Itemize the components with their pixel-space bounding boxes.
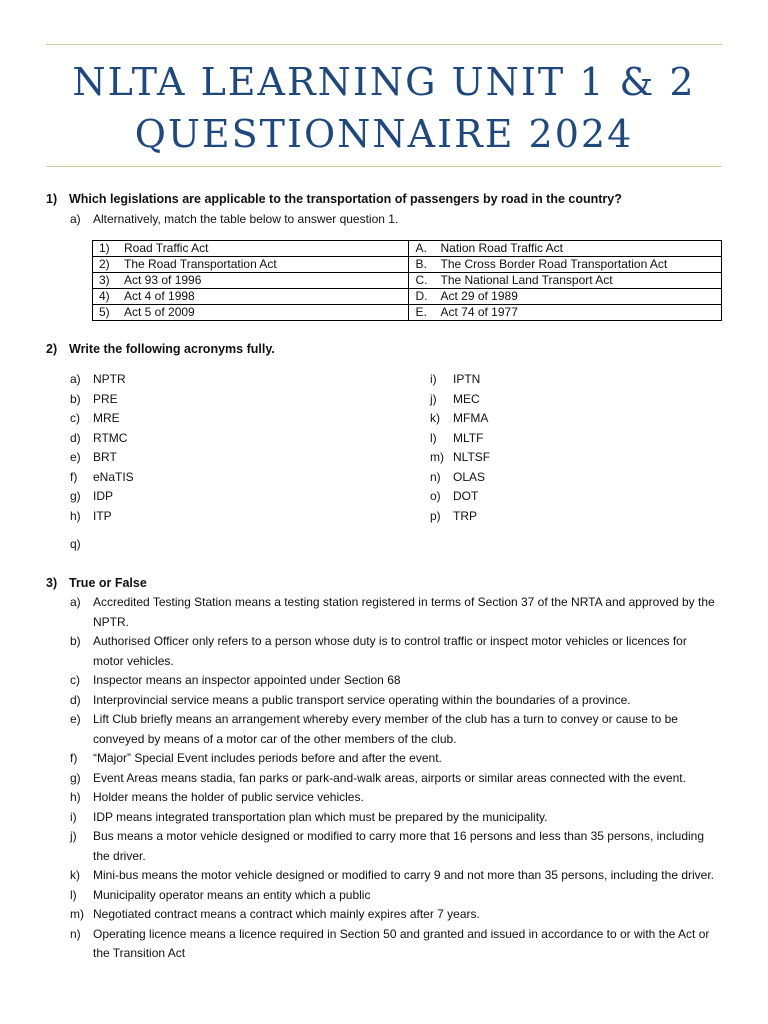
- right-cell: [409, 257, 722, 273]
- acronym-item: [70, 411, 120, 425]
- cell-number: 2): [99, 257, 110, 271]
- acronym-item: [70, 509, 112, 523]
- statement-text: IDP means integrated transportation plan which must be prepared by the municipality.: [93, 809, 548, 824]
- statement-text: “Major” Special Event includes periods before and after the event.: [93, 751, 442, 765]
- left-cell: [93, 257, 409, 273]
- cell-text: Act 93 of 1996: [124, 273, 202, 287]
- acronym-item: [430, 372, 480, 386]
- acronym-text: NPTR: [93, 372, 126, 386]
- acronym-text: IPTN: [453, 372, 481, 386]
- acronym-item: [70, 372, 126, 386]
- question-text: Write the following acronyms fully.: [69, 342, 275, 356]
- table-row: [93, 305, 722, 321]
- left-cell: [93, 289, 409, 305]
- list-item: [70, 905, 720, 925]
- title-line-1: NLTA LEARNING UNIT 1 & 2: [72, 60, 696, 104]
- item-letter: a): [70, 595, 81, 609]
- acronym-item: [70, 431, 127, 445]
- acronym-text: MFMA: [453, 411, 489, 425]
- acronym-item: [70, 450, 117, 464]
- statement-text: Holder means the holder of public service vehicles.: [93, 790, 364, 804]
- item-letter: c): [70, 411, 80, 425]
- item-letter: e): [70, 712, 81, 726]
- cell-text: Act 29 of 1989: [440, 289, 518, 303]
- page-title: [46, 56, 722, 160]
- cell-text: Act 4 of 1998: [124, 289, 195, 303]
- item-letter: g): [70, 770, 81, 785]
- item-letter: j): [70, 829, 77, 843]
- acronym-item-q: [70, 537, 93, 551]
- left-cell: [93, 305, 409, 321]
- list-item: [70, 691, 720, 711]
- left-cell: [93, 273, 409, 289]
- statement-text: Negotiated contract means a contract which mainly expires after 7 years.: [93, 907, 480, 921]
- statement-text: Municipality operator means an entity which a public: [93, 887, 371, 902]
- item-letter: k): [430, 411, 440, 425]
- item-letter: o): [430, 489, 441, 503]
- question-text: Which legislations are applicable to the transportation of passengers by road in the country?: [69, 192, 622, 206]
- item-letter: c): [70, 673, 80, 687]
- question-1-sub-a: [70, 210, 720, 230]
- list-item: [70, 671, 720, 691]
- cell-text: The Cross Border Road Transportation Act: [440, 257, 668, 271]
- cell-text: Act 74 of 1977: [440, 305, 518, 319]
- question-1: [46, 192, 622, 206]
- statement-text: Inspector means an inspector appointed under Section 68: [93, 673, 401, 687]
- right-cell: [409, 241, 722, 257]
- matching-table: [92, 240, 722, 321]
- acronym-text: IDP: [93, 489, 114, 503]
- item-letter: l): [70, 887, 77, 902]
- list-item: [70, 769, 720, 789]
- table-row: [93, 257, 722, 273]
- item-letter: j): [430, 391, 437, 406]
- item-letter: h): [70, 790, 81, 804]
- item-letter: h): [70, 508, 81, 523]
- item-letter: f): [70, 751, 78, 765]
- list-item: [70, 827, 720, 866]
- question-3: [46, 576, 147, 590]
- list-item: [70, 593, 720, 632]
- item-letter: b): [70, 391, 81, 406]
- acronym-text: NLTSF: [453, 450, 491, 464]
- item-letter: n): [430, 469, 441, 484]
- acronym-item: [430, 489, 478, 503]
- cell-number: 5): [99, 305, 110, 319]
- left-cell: [93, 241, 409, 257]
- acronym-text: PRE: [93, 391, 118, 406]
- acronym-text: OLAS: [453, 469, 486, 484]
- acronym-text: DOT: [453, 489, 479, 503]
- table-row: [93, 241, 722, 257]
- cell-number: D.: [415, 289, 428, 303]
- cell-number: 1): [99, 241, 110, 255]
- statement-text: Authorised Officer only refers to a person whose duty is to control traffic or inspect motor vehicles or licences for motor vehicles.: [93, 634, 687, 668]
- cell-number: E.: [415, 305, 427, 319]
- acronym-text: TRP: [453, 508, 477, 523]
- acronym-item: [430, 509, 477, 523]
- right-cell: [409, 273, 722, 289]
- cell-text: Nation Road Traffic Act: [440, 241, 563, 255]
- cell-number: B.: [415, 257, 427, 271]
- cell-text: The Road Transportation Act: [124, 257, 277, 271]
- cell-text: The National Land Transport Act: [440, 273, 613, 287]
- question-number: 1): [46, 192, 58, 206]
- cell-number: 3): [99, 273, 110, 287]
- item-letter: d): [70, 430, 81, 445]
- acronym-text: eNaTIS: [93, 469, 134, 484]
- acronym-item: [430, 392, 480, 406]
- right-cell: [409, 289, 722, 305]
- item-letter: m): [430, 450, 444, 464]
- acronym-text: RTMC: [93, 430, 128, 445]
- statement-text: Operating licence means a licence required in Section 50 and granted and issued in accordance to or with the Act or the Transition Act: [93, 926, 710, 960]
- question-number: 2): [46, 342, 58, 356]
- statement-text: Event Areas means stadia, fan parks or park-and-walk areas, airports or similar areas connected with the event.: [93, 770, 686, 785]
- cell-text: Road Traffic Act: [124, 241, 209, 255]
- table-row: [93, 273, 722, 289]
- list-item: [70, 749, 720, 769]
- top-rule: [46, 44, 722, 45]
- item-letter: n): [70, 926, 81, 941]
- acronym-item: [70, 392, 118, 406]
- list-item: [70, 886, 720, 906]
- acronym-item: [430, 470, 485, 484]
- acronym-text: BRT: [93, 450, 117, 464]
- item-letter: a): [70, 372, 81, 386]
- sub-letter: a): [70, 212, 81, 226]
- cell-number: A.: [415, 241, 427, 255]
- sub-text: Alternatively, match the table below to answer question 1.: [93, 212, 399, 226]
- item-letter: d): [70, 692, 81, 707]
- list-item: [70, 788, 720, 808]
- acronym-text: MRE: [93, 411, 120, 425]
- statement-text: Bus means a motor vehicle designed or modified to carry more that 16 persons and less than 35 persons, including the driver.: [93, 829, 705, 863]
- statement-text: Lift Club briefly means an arrangement whereby every member of the club has a turn to convey or cause to be conveyed by means of a motor car of the other members of the club.: [93, 712, 678, 746]
- cell-text: Act 5 of 2009: [124, 305, 195, 319]
- cell-number: 4): [99, 289, 110, 303]
- question-2: [46, 342, 275, 356]
- list-item: [70, 632, 720, 671]
- list-item: [70, 866, 720, 886]
- list-item: [70, 710, 720, 749]
- item-letter: i): [430, 372, 437, 386]
- acronym-item: [70, 489, 113, 503]
- acronym-text: ITP: [93, 508, 112, 523]
- question-number: 3): [46, 576, 58, 590]
- statement-text: Interprovincial service means a public transport service operating within the boundaries of a province.: [93, 692, 631, 707]
- item-letter: b): [70, 634, 81, 648]
- acronym-item: [430, 411, 488, 425]
- question-text: True or False: [69, 576, 147, 590]
- item-letter: q): [70, 537, 81, 551]
- item-letter: e): [70, 450, 81, 464]
- table-row: [93, 289, 722, 305]
- true-false-list: [70, 593, 720, 964]
- acronym-text: MEC: [453, 391, 480, 406]
- acronym-item: [430, 431, 483, 445]
- item-letter: i): [70, 809, 77, 824]
- list-item: [70, 925, 720, 964]
- list-item: [70, 808, 720, 828]
- acronym-item: [430, 450, 490, 464]
- title-bottom-rule: [46, 166, 722, 167]
- item-letter: k): [70, 868, 80, 882]
- item-letter: g): [70, 489, 81, 503]
- statement-text: Accredited Testing Station means a testing station registered in terms of Section 37 of the NRTA and approved by the NPTR.: [93, 595, 715, 629]
- statement-text: Mini-bus means the motor vehicle designed or modified to carry 9 and not more than 35 persons, including the driver.: [93, 868, 714, 882]
- title-line-2: QUESTIONNAIRE 2024: [134, 112, 634, 156]
- item-letter: f): [70, 469, 78, 484]
- right-cell: [409, 305, 722, 321]
- acronym-text: MLTF: [453, 430, 484, 445]
- acronym-item: [70, 470, 134, 484]
- item-letter: p): [430, 508, 441, 523]
- cell-number: C.: [415, 273, 428, 287]
- item-letter: l): [430, 430, 437, 445]
- item-letter: m): [70, 907, 84, 921]
